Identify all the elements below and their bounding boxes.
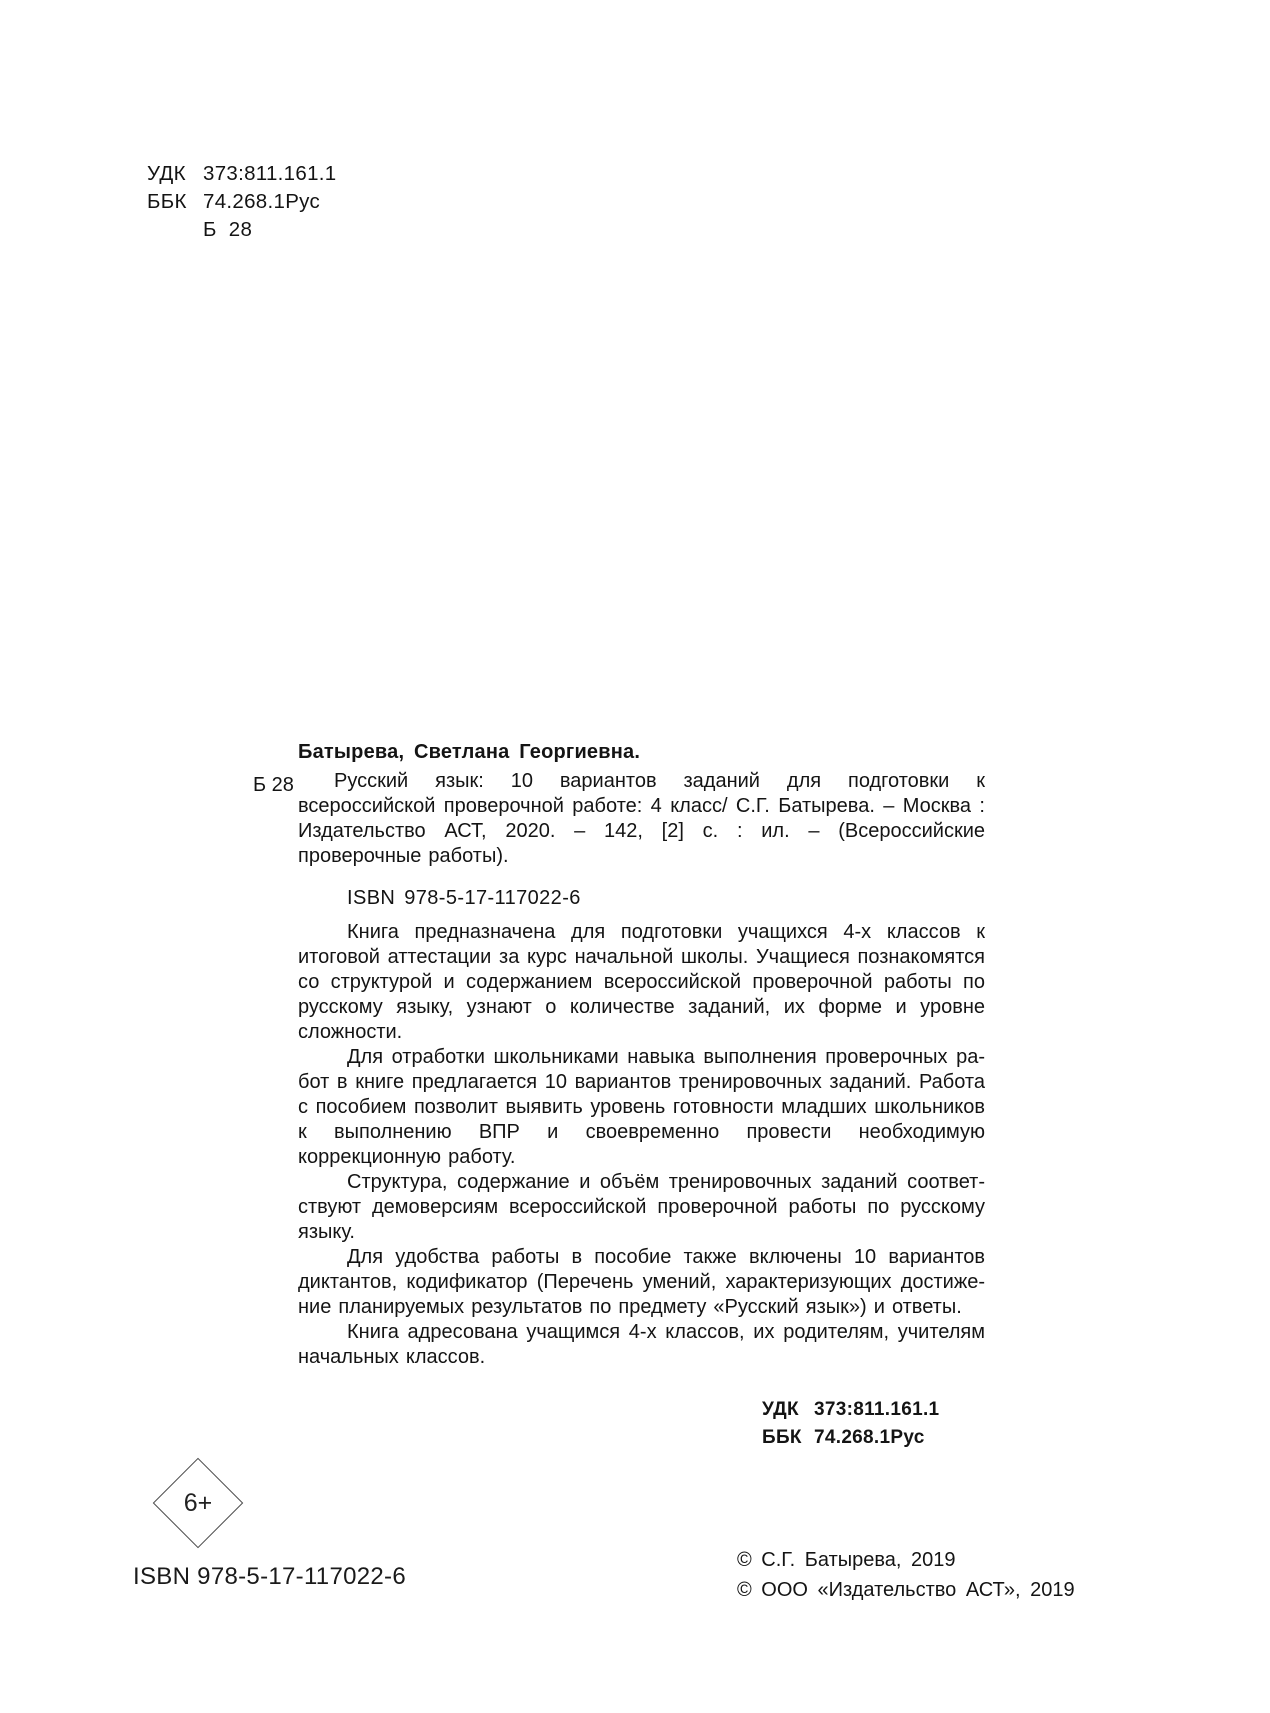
bottom-classification-codes (762, 1396, 939, 1452)
code-value: Б 28 (203, 218, 253, 241)
code-label: ББК (762, 1427, 802, 1448)
code-label (147, 216, 203, 244)
classification-code-row (147, 216, 336, 244)
classification-code-row (762, 1396, 939, 1424)
classification-code-row (147, 160, 336, 188)
copyright-line: © С.Г. Батырева, 2019 (737, 1549, 956, 1571)
annotation-paragraph: Структура, содержание и объём тренировочных заданий соответствуют демоверсиям всероссийской проверочной работы по русскому языку. (298, 1171, 985, 1243)
copyright-block (737, 1545, 1075, 1605)
code-value: 74.268.1Рус (203, 190, 321, 213)
bibliographic-description: Русский язык: 10 вариантов заданий для подготовки к всероссийской проверочной работе: 4 класс/ С.Г. Батырева. – Москва : Издательство АСТ, 2020. – 142, [2] с. : ил. – (Всероссийские проверочные работы). (298, 770, 985, 867)
code-label: УДК (147, 162, 186, 185)
code-value: 74.268.1Рус (814, 1427, 925, 1448)
annotation-paragraph: Для отработки школьниками навыка выполнения проверочных работ в книге предлагается 10 вариантов тренировочных заданий. Работа с пособием позволит выявить уровень готовности младших школьников к выполнению ВПР и своевременно провести необходимую коррекционную работу. (298, 1046, 985, 1168)
annotation (298, 920, 985, 1370)
code-label: УДК (762, 1399, 799, 1420)
top-classification-codes (147, 160, 336, 244)
catalog-card (253, 740, 985, 1370)
copyright-line: © ООО «Издательство АСТ», 2019 (737, 1579, 1075, 1601)
annotation-paragraph: Книга адресована учащимся 4-х классов, их родителям, учителям начальных классов. (298, 1321, 985, 1368)
age-rating-label: 6+ (183, 1488, 213, 1517)
age-rating-badge (153, 1458, 244, 1549)
footer-isbn: ISBN 978-5-17-117022-6 (133, 1563, 406, 1590)
annotation-paragraph: Книга предназначена для подготовки учащихся 4-х классов к итоговой аттестации за курс начальной школы. Учащиеся познакомятся со структурой и содержанием всероссийской проверочной работы по русскому языку, узнают о количестве заданий, их форме и уровне сложности. (298, 921, 985, 1043)
isbn-line: ISBN 978-5-17-117022-6 (347, 887, 581, 909)
classification-code-row (762, 1424, 939, 1452)
code-value: 373:811.161.1 (203, 162, 337, 185)
code-label: ББК (147, 190, 187, 213)
classification-code-row (147, 188, 336, 216)
author-heading: Батырева, Светлана Георгиевна. (298, 741, 641, 763)
author-sign-code: Б 28 (253, 774, 294, 796)
annotation-paragraph: Для удобства работы в пособие также включены 10 вариантов диктантов, кодификатор (Перечень умений, характеризующих достижение планируемых результатов по предмету «Русский язык») и ответы. (298, 1246, 985, 1318)
code-value: 373:811.161.1 (814, 1399, 940, 1420)
